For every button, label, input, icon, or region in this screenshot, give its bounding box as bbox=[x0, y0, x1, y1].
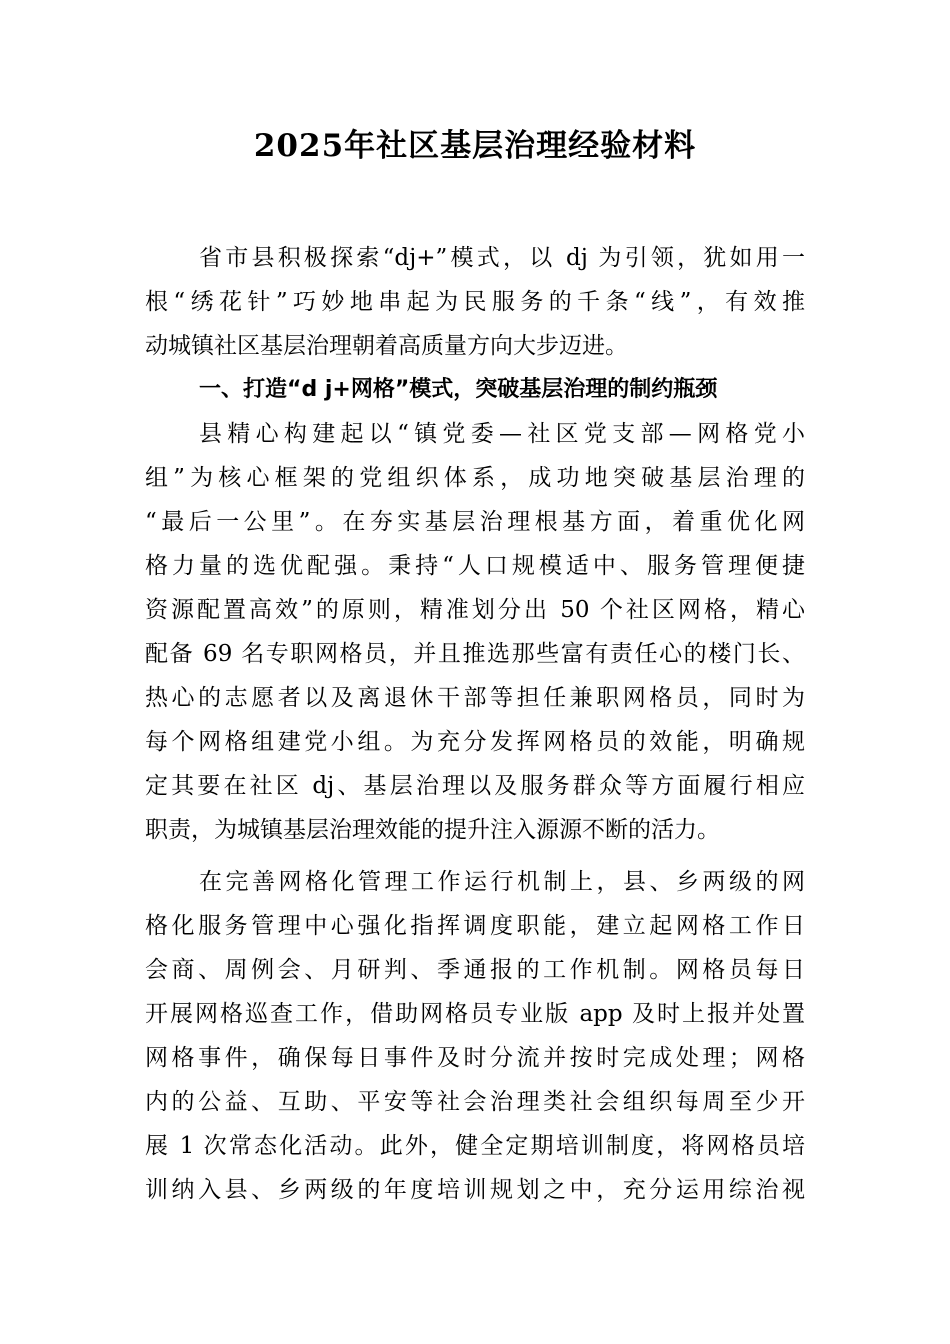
text-line: 开展网格巡查工作，借助网格员专业版 app 及时上报并处置 bbox=[145, 1001, 805, 1027]
text-line: 职责，为城镇基层治理效能的提升注入源源不断的活力。 bbox=[145, 817, 720, 843]
text-line: 网格事件，确保每日事件及时分流并按时完成处理；网格 bbox=[145, 1045, 805, 1071]
text-line: 定其要在社区 dj、基层治理以及服务群众等方面履行相应 bbox=[145, 773, 805, 799]
text-line: 县精心构建起以“镇党委—社区党支部—网格党小 bbox=[199, 421, 805, 447]
text-line: “最后一公里”。在夯实基层治理根基方面，着重优化网 bbox=[145, 509, 805, 535]
text-line: 根“绣花针”巧妙地串起为民服务的千条“线”，有效推 bbox=[145, 289, 805, 315]
text-line: 格力量的选优配强。秉持“人口规模适中、服务管理便捷 bbox=[145, 553, 805, 579]
text-line: 组”为核心框架的党组织体系，成功地突破基层治理的 bbox=[145, 465, 805, 491]
text-line: 格化服务管理中心强化指挥调度职能，建立起网格工作日 bbox=[145, 913, 805, 939]
text-line: 在完善网格化管理工作运行机制上，县、乡两级的网 bbox=[199, 869, 805, 895]
document-body bbox=[145, 236, 805, 1212]
text-line: 资源配置高效”的原则，精准划分出 50 个社区网格，精心 bbox=[145, 597, 805, 623]
paragraph bbox=[145, 860, 805, 1212]
text-line: 展 1 次常态化活动。此外，健全定期培训制度，将网格员培 bbox=[145, 1133, 805, 1159]
text-line: 每个网格组建党小组。为充分发挥网格员的效能，明确规 bbox=[145, 729, 805, 755]
paragraph bbox=[145, 236, 805, 368]
text-line: 配备 69 名专职网格员，并且推选那些富有责任心的楼门长、 bbox=[145, 641, 805, 667]
text-line: 一、打造“d j+网格”模式，突破基层治理的制约瓶颈 bbox=[199, 377, 718, 402]
text-line: 动城镇社区基层治理朝着高质量方向大步迈进。 bbox=[145, 333, 628, 359]
text-line: 热心的志愿者以及离退休干部等担任兼职网格员，同时为 bbox=[145, 685, 805, 711]
paragraph bbox=[145, 412, 805, 852]
text-line: 省市县积极探索“dj+”模式，以 dj 为引领，犹如用一 bbox=[199, 245, 805, 271]
text-line: 内的公益、互助、平安等社会治理类社会组织每周至少开 bbox=[145, 1089, 805, 1115]
section-heading bbox=[145, 368, 805, 412]
text-line: 训纳入县、乡两级的年度培训规划之中，充分运用综治视 bbox=[145, 1177, 805, 1203]
text-line: 会商、周例会、月研判、季通报的工作机制。网格员每日 bbox=[145, 957, 805, 983]
document-title: 2025年社区基层治理经验材料 bbox=[253, 128, 697, 164]
